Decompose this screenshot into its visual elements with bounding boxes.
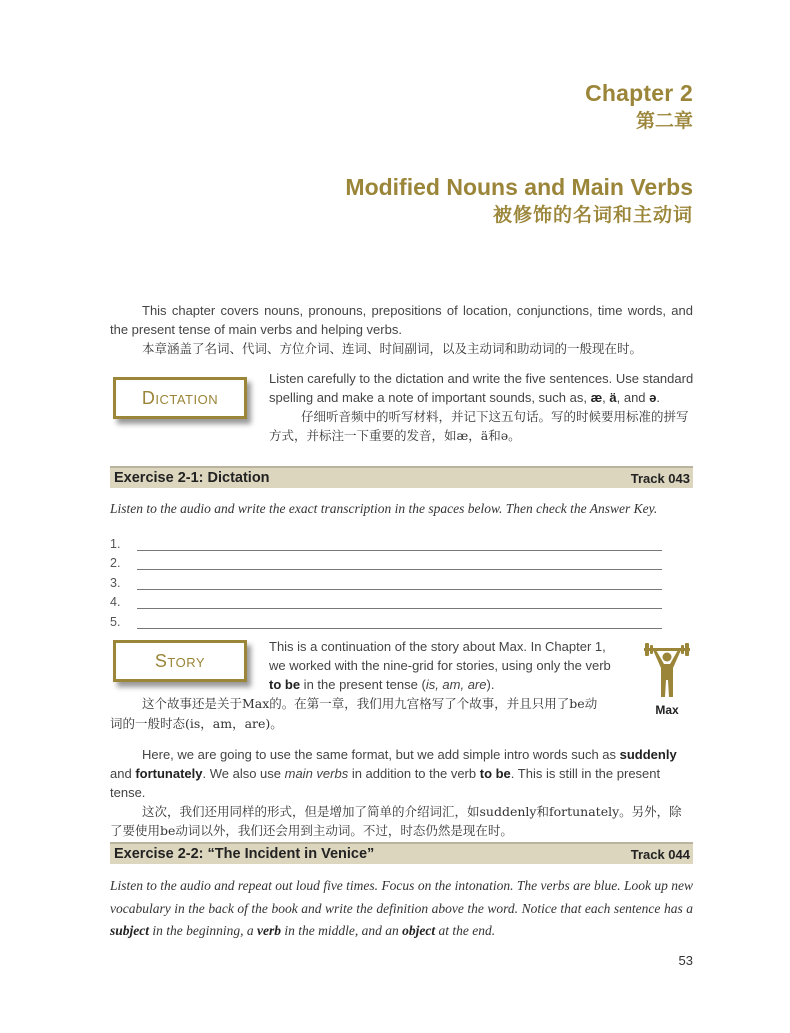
chapter-header [345,78,693,228]
bold-term: object [402,923,436,938]
track-number: Track 044 [630,846,690,862]
sound-ae: æ [590,390,603,405]
exercise-header [110,842,693,864]
intro-en: This chapter covers nouns, pronouns, prepositions of location, conjunctions, time words, and the present tense of main verbs and helping verbs. [110,303,693,337]
chapter-title-cn: 被修饰的名词和主动词 [492,204,693,226]
blank-number: 3. [110,575,121,590]
exercise-instruction: Listen to the audio and write the exact transcription in the spaces below. Then check the Answer Key. [110,501,658,516]
sound-schwa: ə [649,390,657,405]
here-text: . This is still in the present tense. [110,766,661,800]
story-label-text: Story [154,650,206,671]
bold-term: fortunately [135,766,203,781]
here-paragraph [110,745,693,840]
exercise-instruction [110,875,693,943]
bold-term: to be [479,766,511,781]
story-en-text: This is a continuation of the story about Max. In Chapter 1, we worked with the nine-grid for stories, using only the verb [269,639,611,673]
bold-term: verb [257,923,281,938]
chapter-number: Chapter 2 [585,80,693,106]
period: . [656,390,661,405]
max-figure [640,642,694,717]
track-number: Track 043 [630,470,690,486]
sound-a-umlaut: ä [609,390,617,405]
chapter-number-cn: 第二章 [635,110,693,132]
blank-line[interactable] [137,537,662,551]
blank-line[interactable] [137,595,662,609]
exercise-header [110,466,693,488]
blank-line[interactable] [137,556,662,570]
bold-term: to be [269,677,301,692]
page-number: 53 [678,953,693,968]
here-en [110,745,693,802]
italic-term: is, am, are [425,677,487,692]
dictation-cn: 仔细听音频中的听写材料，并记下这五句话。写的时候要用标准的拼写方式，并标注一下重要的发音，如æ，ä和ə。 [269,409,689,443]
blank-number: 5. [110,614,121,629]
exercise-title: Exercise 2-2: “The Incident in Venice” [114,846,375,862]
bold-term: suddenly [619,747,677,762]
blank-number: 1. [110,536,121,551]
blank-row [110,570,662,590]
here-text: in addition to the verb [348,766,480,781]
blank-number: 4. [110,595,121,610]
instruction-text: Listen to the audio and repeat out loud five times. Focus on the intonation. The verbs are blue. Look up new vocabulary in the back of the book and write the definition above the word. Notice that each sentence has a [110,878,693,916]
blank-row [110,531,662,551]
italic-term: main verbs [284,766,349,781]
bold-term: subject [110,923,149,938]
intro-paragraph [110,301,693,358]
story-en-text: ). [486,677,495,692]
instruction-text: at the end. [435,923,496,938]
blank-number: 2. [110,556,121,571]
intro-cn: 本章涵盖了名词、代词、方位介词、连词、时间副词，以及主动词和助动词的一般现在时。 [142,341,643,356]
dictation-label-text: Dictation [141,387,219,408]
blank-row [110,551,662,571]
here-text: Here, we are going to use the same format, but we add simple intro words such as [142,747,620,762]
dictation-en [269,369,694,407]
instruction-text: in the beginning, a [149,923,257,938]
blank-row [110,590,662,610]
blank-row [110,609,662,629]
dictation-blanks [110,531,662,629]
blank-line[interactable] [137,576,662,590]
separator: , [602,390,610,405]
weightlifter-icon [640,642,694,698]
here-text: and [110,766,136,781]
here-cn: 这次，我们还用同样的形式，但是增加了简单的介绍词汇，如suddenly和fortunately。另外，除了要使用be动词以外，我们还会用到主动词。不过，时态仍然是现在时。 [110,804,682,838]
story-en-text: in the present tense ( [300,677,426,692]
separator: , and [616,390,650,405]
max-label: Max [655,703,679,717]
dictation-label [113,377,247,419]
dictation-description [269,369,694,445]
story-cn-line1: 这个故事还是关于Max的。在第一章，我们用九宫格写了个故事，并且只用了be动 [142,696,598,711]
story-label [113,640,247,682]
story-description [269,637,617,694]
story-cn-line2: 词的一般时态(is，am，are)。 [110,716,283,731]
blank-line[interactable] [137,615,662,629]
instruction-text: in the middle, and an [281,923,403,938]
dictation-en-text: Listen carefully to the dictation and write the five sentences. Use standard spelling and make a note of important sounds, such as, [269,371,694,405]
exercise-title: Exercise 2-1: Dictation [114,470,270,486]
here-text: . We also use [202,766,285,781]
chapter-title: Modified Nouns and Main Verbs [345,174,693,200]
